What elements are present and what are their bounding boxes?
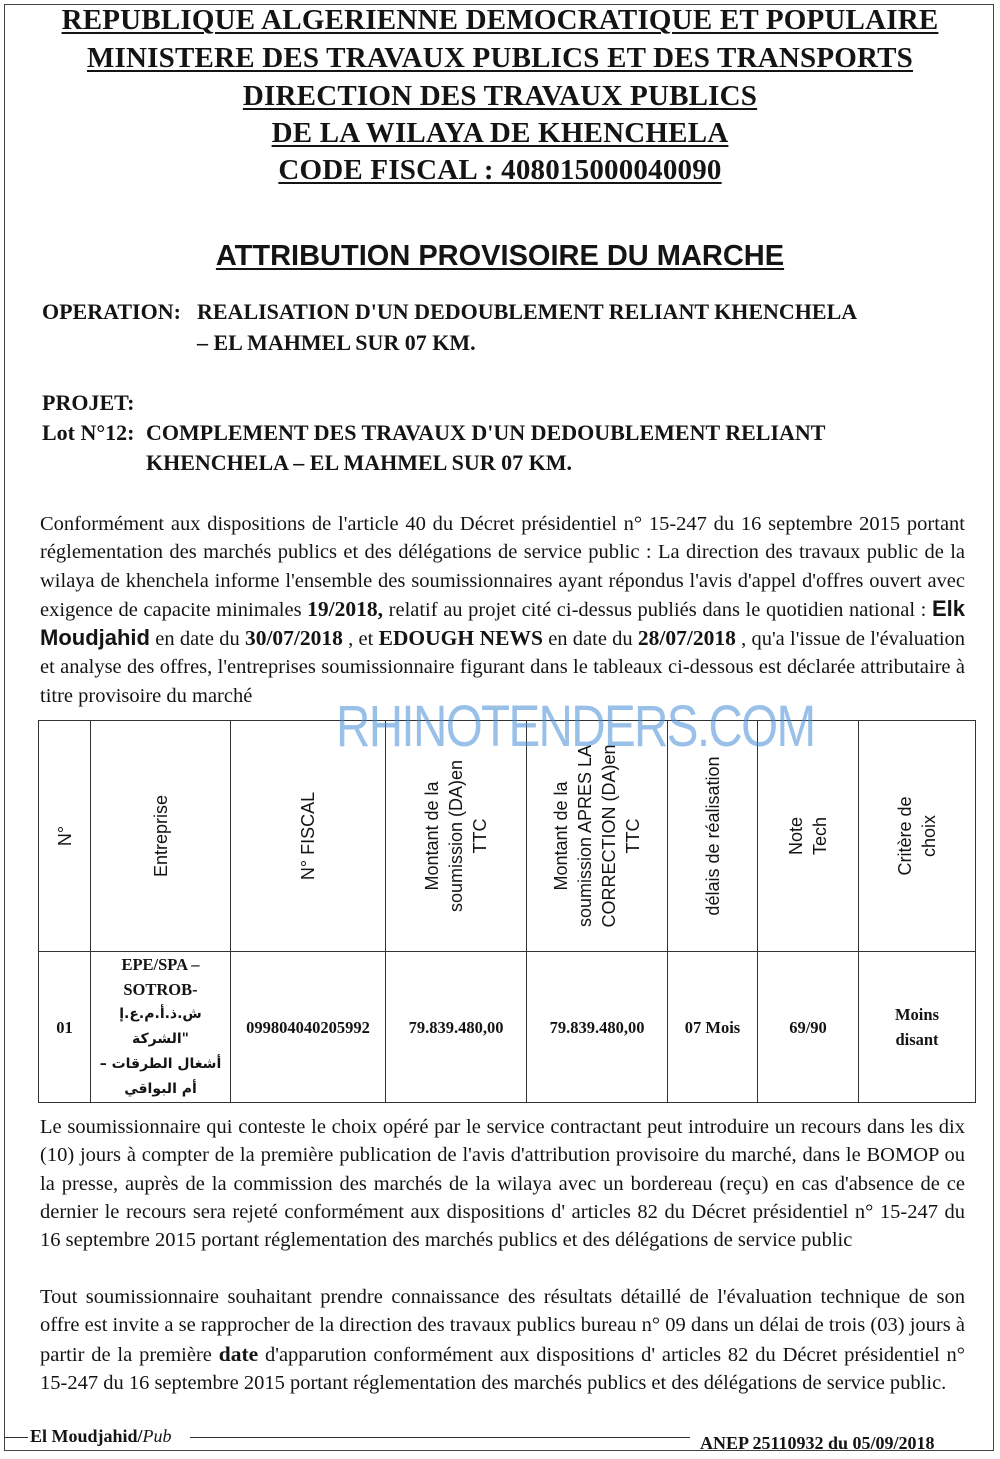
cell-entreprise: EPE/SPA – SOTROB- ش.ذ.أ.م.ع.إ "الشركة أشغال الطرقات – أم البواقي	[91, 952, 231, 1103]
footer-source: El Moudjahid/Pub	[30, 1426, 172, 1446]
operation-text-1: REALISATION D'UN DEDOUBLEMENT RELIANT KHENCHELA	[197, 299, 858, 324]
header-republique: REPUBLIQUE ALGERIENNE DEMOCRATIQUE ET POPULAIRE	[61, 4, 939, 36]
footer-rule-right	[190, 1437, 690, 1438]
newspaper-2: EDOUGH NEWS	[378, 626, 543, 651]
cell-no: 01	[39, 952, 91, 1103]
col-header-entreprise: Entreprise	[91, 721, 231, 952]
header-code-fiscal: CODE FISCAL : 408015000040090	[278, 154, 722, 186]
col-header-critere: Critère de choix	[859, 721, 976, 952]
recours-paragraph: Le soumissionnaire qui conteste le choix opéré par le service contractant peut introduire un recours dans les dix (10) jours à compter de la première publication de l'avis d'attribution provisoire du marché, dans le BOMOP ou la presse, auprès de la commission des marchés de la wilaya avec un bordereau (reçu) en cas d'absence de ce dernier le recours sera rejeté conformément aux dispositions d' articles 82 du Décret présidentiel n° 15-247 du 16 septembre 2015 portant réglementation des marchés publics et des délégations de service public	[40, 1116, 965, 1252]
footer-rule-left	[4, 1437, 28, 1438]
watermark: RHINOTENDERS.COM	[336, 694, 815, 759]
footer-anep: ANEP 25110932 du 05/09/2018	[700, 1433, 935, 1453]
page-title: ATTRIBUTION PROVISOIRE DU MARCHE	[215, 240, 785, 272]
resultats-paragraph: Tout soumissionnaire souhaitant prendre connaissance des résultats détaillé de l'évaluation technique de son offre est invite a se rapprocher de la direction des travaux publics bureau n° 09 dans un délai de trois (03) jours à partir de la première date d'apparution conformément aux dispositions d' articles 82 du Décret présidentiel n° 15-247 du 16 septembre 2015 portant réglementation des marchés publics et des délégations de service public.	[40, 1286, 965, 1394]
date-2: 28/07/2018	[637, 626, 736, 651]
col-header-nif: N° FISCAL	[231, 721, 386, 952]
avis-number: 19/2018,	[307, 596, 384, 621]
header-wilaya: DE LA WILAYA DE KHENCHELA	[271, 117, 729, 149]
lot-text-1: COMPLEMENT DES TRAVAUX D'UN DEDOUBLEMENT RELIANT	[146, 420, 826, 445]
col-header-note: Note Tech	[758, 721, 859, 952]
col-header-montant: Montant de la soumission (DA)en TTC	[386, 721, 527, 952]
projet-label: PROJET:	[42, 390, 135, 415]
results-table	[38, 720, 976, 1103]
table-header-row	[39, 721, 976, 952]
cell-montant: 79.839.480,00	[386, 952, 527, 1103]
cell-critere: Moins disant	[859, 952, 976, 1103]
lot-label: Lot N°12:	[42, 420, 135, 445]
intro-paragraph: Conformément aux dispositions de l'article 40 du Décret présidentiel n° 15-247 du 16 septembre 2015 portant réglementation des marchés publics et des délégations de service public : La direction des travaux public de la wilaya de khenchela informe l'ensemble des soumissionnaires ayant répondus l'avis d'appel d'offres ouvert avec exigence de capacite minimales 19/2018, relatif au projet cité ci-dessus publiés dans le quotidien national : Elk Moudjahid en date du 30/07/2018 , et EDOUGH NEWS en date du 28/07/2018 , qu'a l'issue de l'évaluation et analyse des offres, l'entreprises soumissionnaire figurant dans le tableaux ci-dessous est déclarée attributaire à titre provisoire du marché	[40, 513, 966, 707]
header-direction: DIRECTION DES TRAVAUX PUBLICS	[242, 80, 758, 112]
operation-text-2: – EL MAHMEL SUR 07 KM.	[197, 330, 476, 355]
operation-label: OPERATION:	[42, 299, 181, 324]
cell-delai: 07 Mois	[668, 952, 758, 1103]
date-1: 30/07/2018	[244, 626, 343, 651]
newspaper-1: Elk Moudjahid	[40, 595, 965, 651]
cell-nif: 099804040205992	[231, 952, 386, 1103]
cell-note: 69/90	[758, 952, 859, 1103]
col-header-montant-corrige: Montant de la soumission APRES LA CORRECTION (DA)en TTC	[527, 721, 668, 952]
lot-text-2: KHENCHELA – EL MAHMEL SUR 07 KM.	[146, 450, 572, 475]
col-header-delai: délais de réalisation	[668, 721, 758, 952]
table-row	[39, 952, 976, 1103]
col-header-no: N°	[39, 721, 91, 952]
header-ministere: MINISTERE DES TRAVAUX PUBLICS ET DES TRANSPORTS	[86, 42, 914, 74]
cell-montant-corrige: 79.839.480,00	[527, 952, 668, 1103]
